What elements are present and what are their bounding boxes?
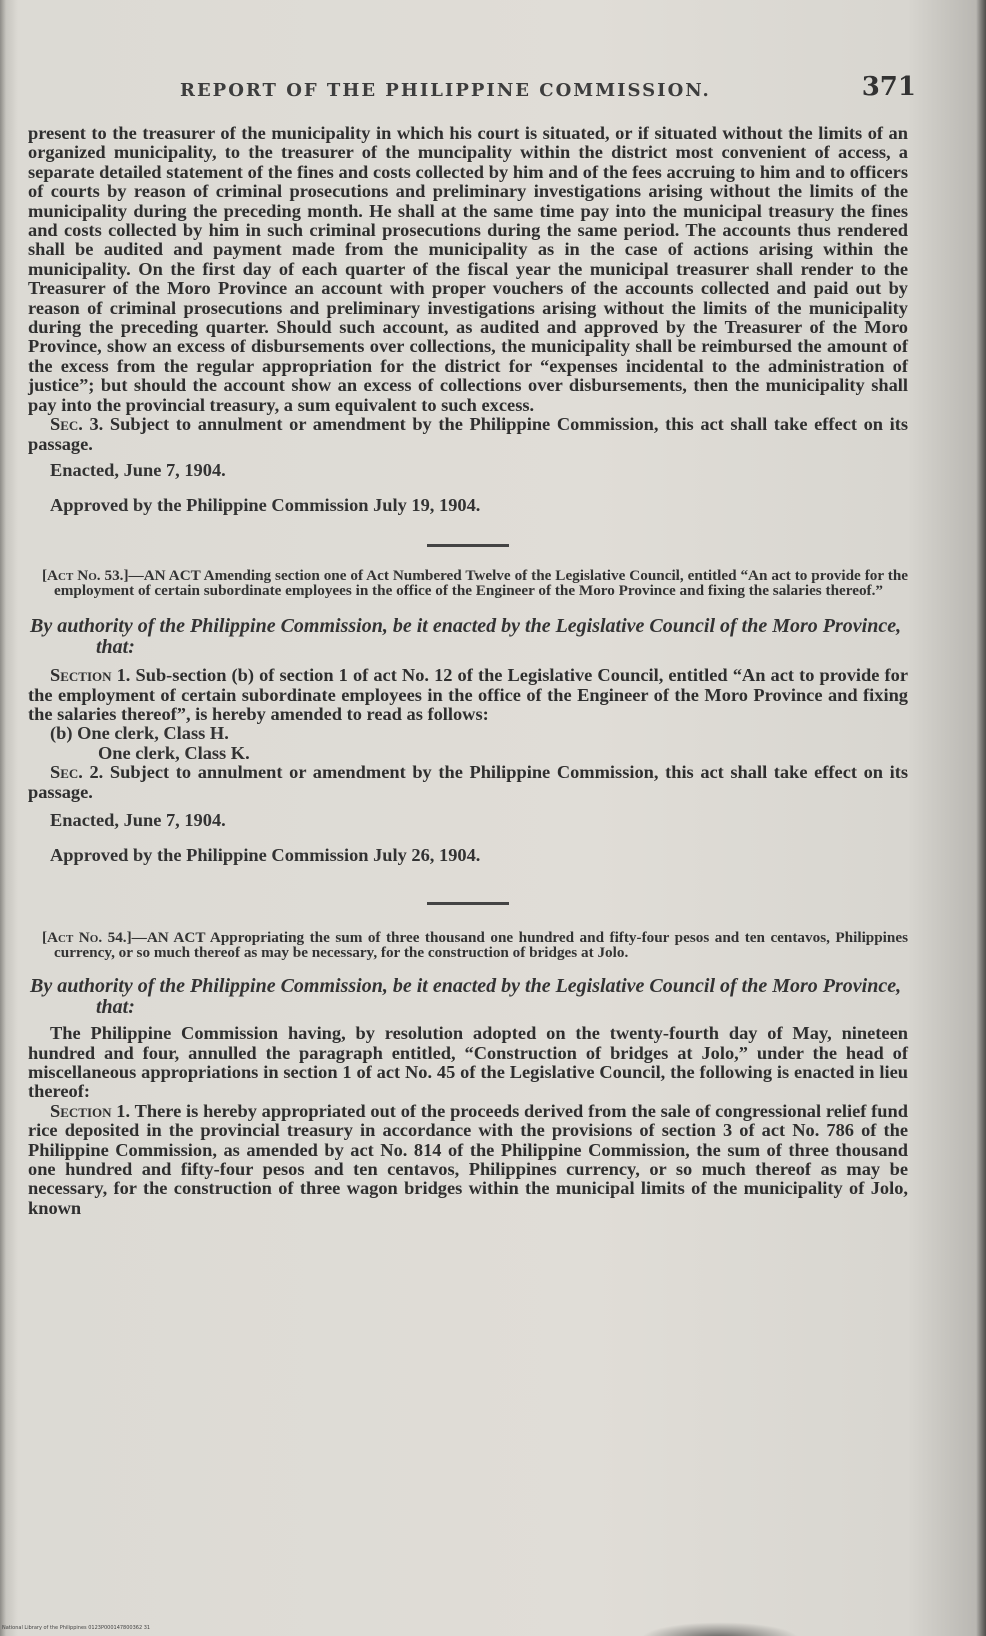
act54-preamble: The Philippine Commission having, by resolution adopted on the twenty-fourth day of May, nineteen hundred and four, annulled the paragraph entitled, “Construction of bridges at Jolo,” under the head of miscellaneous appropriations in section 1 of act No. 45 of the Legislative Council, the following is enacted in lieu thereof: [28, 1023, 908, 1102]
act53-enacted-date: Enacted, June 7, 1904. [50, 809, 226, 830]
act53-heading [28, 566, 909, 599]
act52-continuation-paragraph: present to the treasurer of the municipality in which his court is situated, or if situated without the limits of an organized municipality, to the treasurer of the muncipality within the district most convenient of access, a separate detailed statement of the fines and costs collected by him and of the fees accruing to him and to officers of courts by reason of criminal prosecutions and preliminary investigations arising without the limits of the municipality during the preceding month. He shall at the same time pay into the municipal treasury the fines and costs collected by him in such criminal prosecutions during the same period. The accounts thus rendered shall be audited and payment made from the municipality as in the case of actions arising within the municipality. On the first day of each quarter of the fiscal year the municipal treasurer shall render to the Treasurer of the Moro Province an account with proper vouchers of the accounts collected and paid out by reason of criminal prosecutions and preliminary investigations arising without the limits of the municipality during the preceding quarter. Should such account, as audited and approved by the Treasurer of the Moro Province, show an excess of disbursements over collections, the municipality shall be reimbursed the amount of the excess from the regular appropriation for the district for “expenses incidental to the administration of justice”; but should the account show an excess of collections over disbursements, then the municipality shall pay into the provincial treasury, a sum equivalent to such excess. [28, 123, 908, 415]
act53-item-b: (b) One clerk, Class H. [50, 723, 229, 744]
act53-approved-date: Approved by the Philippine Commission July 26, 1904. [50, 844, 481, 865]
act-number-label: [Act No. 53.] [42, 566, 129, 584]
act54-enacting-clause: By authority of the Philippine Commission, be it enacted by the Legislative Council of the Moro Province, that: [30, 975, 902, 1019]
act53-enacting-clause: By authority of the Philippine Commission, be it enacted by the Legislative Council of the Moro Province, that: [30, 615, 902, 659]
section-divider-rule [427, 902, 509, 905]
act53-section1 [28, 666, 908, 724]
act53-item-b-second-clerk: One clerk, Class K. [98, 742, 250, 763]
section-text: There is hereby appropriated out of the proceeds derived from the sale of congressional relief fund rice deposited in the provincial treasury in accordance with the provisions of section 3 of act No. 786 of the Philippine Commission, as amended by act No. 814 of the Philippine Commission, the sum of three thousand one hundred and fifty-four pesos and ten centavos, Philippines currency, or so much thereof as may be necessary, for the construction of three wagon bridges within the municipal limits of the municipality of Jolo, known [28, 1100, 908, 1218]
act54-heading [28, 928, 908, 961]
act52-enacted-date: Enacted, June 7, 1904. [50, 459, 226, 480]
act-number-label: [Act No. 54.] [42, 928, 132, 946]
act52-section3 [28, 415, 908, 454]
act-title: —AN ACT Appropriating the sum of three thousand one hundred and fifty-four pesos and ten centavos, Philippines currency, or so much thereof as may be necessary, for the construction of bridges at Jolo. [54, 928, 908, 961]
act52-approved-date: Approved by the Philippine Commission July 19, 1904. [50, 494, 481, 515]
running-head: REPORT OF THE PHILIPPINE COMMISSION. [180, 80, 711, 101]
section-label: Sec. 3. [50, 414, 104, 435]
section-label: Sec. 2. [50, 762, 104, 783]
page-number: 371 [861, 72, 916, 102]
section-text: Sub-section (b) of section 1 of act No. 12 of the Legislative Council, entitled “An act to provide for the employment of certain subordinate employees in the office of the Engineer of the Moro Province and fixing the salaries thereof”, is hereby amended to read as follows: [28, 665, 908, 724]
act54-section1 [28, 1102, 908, 1218]
scan-shadow [640, 1622, 800, 1636]
act-title: —AN ACT Amending section one of Act Numbered Twelve of the Legislative Council, entitled “An act to provide for the employment of certain subordinate employees in the office of the Engineer of the Moro Province and fixing the salaries thereof.” [54, 566, 909, 599]
section-label: Section 1. [50, 1100, 131, 1121]
section-text: Subject to annulment or amendment by the Philippine Commission, this act shall take effect on its passage. [28, 762, 909, 802]
page-content [28, 124, 908, 1218]
act53-section2 [28, 763, 908, 802]
scan-credit: National Library of the Philippines 0123P000147800362 31 [2, 1625, 151, 1631]
section-text: Subject to annulment or amendment by the Philippine Commission, this act shall take effect on its passage. [28, 414, 909, 454]
section-label: Section 1. [50, 665, 131, 686]
section-divider-rule [427, 544, 509, 547]
page-header [40, 72, 916, 112]
page-edge-shadow [976, 0, 986, 1636]
